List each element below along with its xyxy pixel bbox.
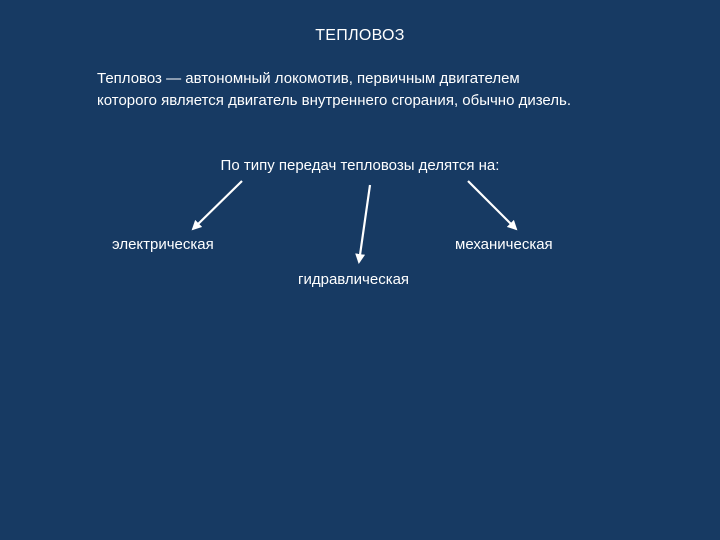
slide-title: ТЕПЛОВОЗ [315,27,405,44]
classification-heading: По типу передач тепловозы делятся на: [220,157,500,174]
branch-hydraulic: гидравлическая [298,271,410,288]
definition-line-1: Тепловоз — автономный локомотив, первичным двигателем [97,70,520,87]
arrow-to-electric [193,181,242,229]
arrow-to-hydraulic [359,185,370,262]
arrow-to-mechanical [468,181,516,229]
branch-electric: электрическая [112,236,214,253]
definition-line-2: которого является двигатель внутреннего сгорания, обычно дизель. [97,92,572,109]
branch-mechanical: механическая [455,236,553,253]
